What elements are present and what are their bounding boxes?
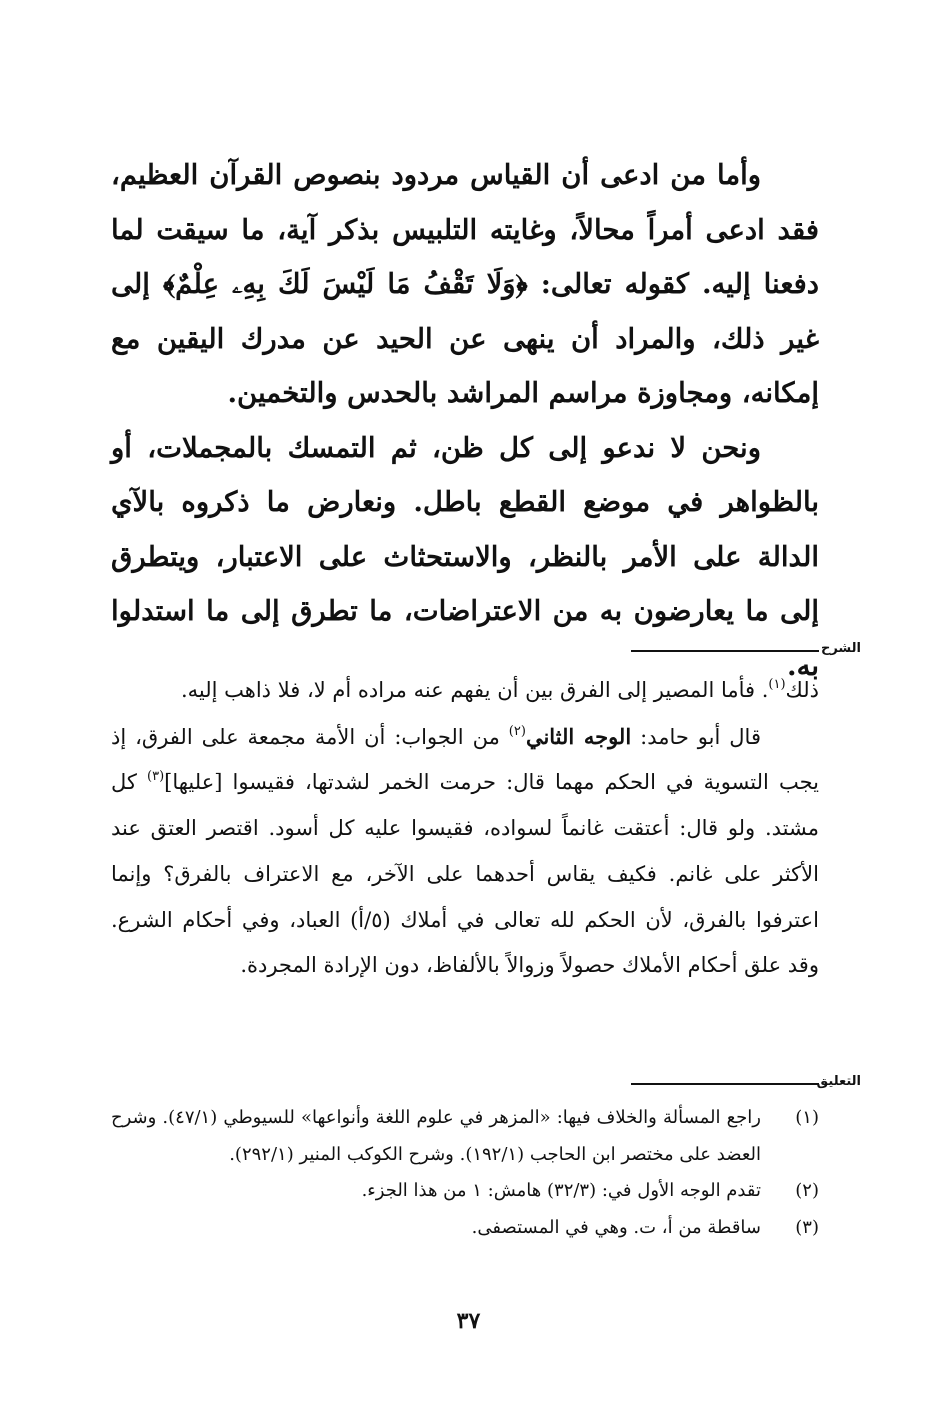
commentary-divider <box>631 650 819 652</box>
main-paragraph-2: ونحن لا ندعو إلى كل ظن، ثم التمسك بالمجملات، أو بالظواهر في موضع القطع باطل. ونعارض ما ذكروه بالآي الدالة على الأمر بالنظر، والاستحثاث على الاعتبار، ويتطرق إلى ما يعارضون به من الاعتراضات، ما تطرق إلى ما استدلوا به. <box>111 431 819 682</box>
notes-divider <box>631 1083 819 1085</box>
footnote-ref-1: (١) <box>768 677 786 692</box>
commentary-p1-start: ذلك <box>785 678 819 702</box>
footnotes <box>111 1100 819 1246</box>
main-paragraph-1-part-2: إلى غير ذلك، والمراد أن ينهى عن الحيد عن مدرك اليقين مع إمكانه، ومجاوزة مراسم المراشد بالحدس والتخمين. <box>111 268 819 409</box>
main-text <box>111 148 819 693</box>
commentary-p2-middle: من الجواب: أن الأمة مجمعة على الفرق، إذ يجب التسوية في الحكم مهما قال: حرمت الخمر لشدتها، فقيسوا [عليها] <box>111 724 819 795</box>
commentary-label: الشرح <box>820 641 861 656</box>
footnote-number: (٢) <box>795 1180 819 1201</box>
commentary-text <box>111 668 819 989</box>
footnote-text: راجع المسألة والخلاف فيها: «المزهر في علوم اللغة وأنواعها» للسيوطي (٤٧/١). وشرح العضد على مختصر ابن الحاجب (١٩٢/١). وشرح الكوكب المنير (٢٩٢/١). <box>111 1107 761 1165</box>
quran-verse: ﴿وَلَا تَقْفُ مَا لَيْسَ لَكَ بِهِۦ عِلْمٌ﴾ <box>163 268 528 300</box>
notes-label: التعليق <box>816 1074 861 1089</box>
footnote-text: تقدم الوجه الأول في: (٣٢/٣) هامش: ١ من هذا الجزء. <box>361 1180 761 1201</box>
commentary-paragraph-1 <box>111 668 819 714</box>
footnote-item <box>111 1173 819 1210</box>
commentary-p2-end: كل مشتد. ولو قال: أعتقت غانماً لسواده، فقيسوا عليه كل أسود. اقتصر العتق عند الأكثر على غانم. فكيف يقاس أحدهما على الآخر، مع الاعتراف بالفرق؟ وإنما اعترفوا بالفرق، لأن الحكم لله تعالى في أملاك (٥/أ) العباد، وفي أحكام الشرع. وقد علق أحكام الأملاك حصولاً وزوالاً بالألفاظ، دون الإرادة المجردة. <box>111 770 819 978</box>
main-paragraph-1-part-1: وأما من ادعى أن القياس مردود بنصوص القرآن العظيم، فقد ادعى أمراً محالاً، وغايته التلبيس بذكر آية، ما سيقت لما دفعنا إليه. كقوله تعالى: <box>111 159 819 300</box>
footnote-number: (١) <box>795 1107 819 1128</box>
commentary-p2-heading: الوجه الثاني <box>525 723 632 749</box>
footnote-text: ساقطة من أ، ت. وهي في المستصفى. <box>471 1216 761 1238</box>
commentary-p2-start: قال أبو حامد: <box>631 724 761 749</box>
footnote-item <box>111 1100 819 1173</box>
footnote-ref-3: (٣) <box>147 769 165 785</box>
footnote-item <box>111 1210 819 1247</box>
commentary-p1-rest: . فأما المصير إلى الفرق بين أن يفهم عنه مراده أم لا، فلا ذاهب إليه. <box>180 678 769 702</box>
commentary-paragraph-2 <box>111 714 819 989</box>
main-paragraph-1 <box>111 148 819 421</box>
footnote-ref-2: (٢) <box>508 723 526 739</box>
page-number: ٣٧ <box>456 1308 481 1334</box>
footnote-number: (٣) <box>795 1216 819 1238</box>
